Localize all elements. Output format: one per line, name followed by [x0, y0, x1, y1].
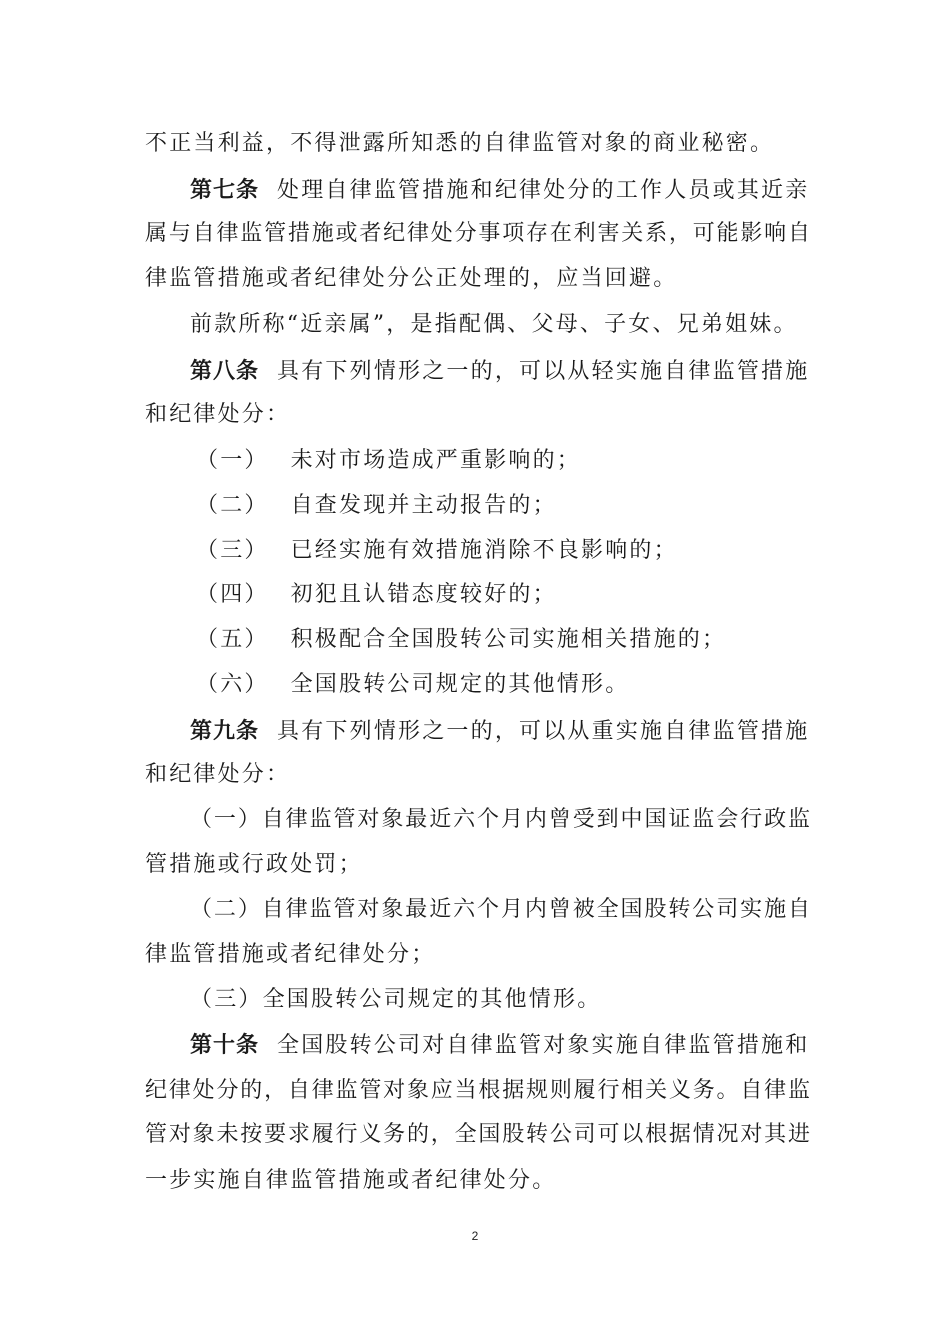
- article8-item-2: [196, 492, 861, 520]
- article9-line-2: [145, 761, 810, 789]
- text-line: 律监管措施或者纪律处分公正处理的，应当回避。: [145, 266, 678, 291]
- text-line: 全国股转公司对自律监管对象实施自律监管措施和: [277, 1033, 810, 1058]
- article6-tail-line: [145, 130, 810, 158]
- text-line: 管对象未按要求履行义务的，全国股转公司可以根据情况对其进: [145, 1122, 810, 1147]
- article8-item-3: [196, 537, 861, 565]
- item-text: 积极配合全国股转公司实施相关措施的；: [290, 627, 727, 652]
- article8-item-6: [196, 671, 861, 699]
- article8-item-5: [196, 626, 861, 654]
- article7-line-2: [145, 220, 810, 248]
- article9-item-2-line-1: [190, 896, 810, 924]
- article10-line-3: [145, 1121, 810, 1149]
- text-line: 具有下列情形之一的，可以从重实施自律监管措施: [277, 719, 810, 744]
- article9-line-1: [190, 717, 810, 746]
- article10-line-1: [190, 1031, 810, 1060]
- text-line: 管措施或行政处罚；: [145, 852, 363, 877]
- item-number: （一）: [196, 448, 269, 473]
- item-number: （三）: [196, 538, 269, 563]
- article8-item-4: [196, 581, 861, 609]
- article7-paragraph-2: [190, 311, 810, 339]
- item-text: 全国股转公司规定的其他情形。: [290, 672, 630, 697]
- item-text: 初犯且认错态度较好的；: [290, 582, 557, 607]
- text-line: 和纪律处分：: [145, 402, 291, 427]
- item-number: （六）: [196, 672, 269, 697]
- text-line: （一）自律监管对象最近六个月内曾受到中国证监会行政监: [190, 807, 810, 832]
- text-line: 一步实施自律监管措施或者纪律处分。: [145, 1168, 557, 1193]
- text-line: 处理自律监管措施和纪律处分的工作人员或其近亲: [277, 178, 810, 203]
- article10-line-2: [145, 1077, 810, 1105]
- item-number: （二）: [196, 493, 269, 518]
- article10-heading: 第十条: [190, 1032, 260, 1058]
- item-text: 已经实施有效措施消除不良影响的；: [290, 538, 678, 563]
- article7-heading: 第七条: [190, 177, 260, 203]
- article7-line-3: [145, 265, 810, 293]
- article9-item-1-line-1: [190, 806, 810, 834]
- item-number: （五）: [196, 627, 269, 652]
- item-text: 自查发现并主动报告的；: [290, 493, 557, 518]
- article8-line-2: [145, 401, 810, 429]
- article10-line-4: [145, 1167, 810, 1195]
- article9-item-3: [190, 986, 810, 1014]
- text-line: 不正当利益，不得泄露所知悉的自律监管对象的商业秘密。: [145, 131, 775, 156]
- text-line: 前款所称“近亲属”，是指配偶、父母、子女、兄弟姐妹。: [190, 312, 798, 337]
- article8-item-1: [196, 447, 861, 475]
- article7-line-1: [190, 176, 810, 205]
- article9-item-2-line-2: [145, 941, 810, 969]
- text-line: 纪律处分的，自律监管对象应当根据规则履行相关义务。自律监: [145, 1078, 810, 1103]
- text-line: 具有下列情形之一的，可以从轻实施自律监管措施: [277, 359, 810, 384]
- item-text: 未对市场造成严重影响的；: [290, 448, 582, 473]
- page-number: 2: [471, 1229, 479, 1243]
- text-line: （三）全国股转公司规定的其他情形。: [190, 987, 602, 1012]
- text-line: 律监管措施或者纪律处分；: [145, 942, 436, 967]
- article8-heading: 第八条: [190, 358, 260, 384]
- text-line: （二）自律监管对象最近六个月内曾被全国股转公司实施自: [190, 897, 810, 922]
- article8-line-1: [190, 357, 810, 386]
- text-line: 和纪律处分：: [145, 762, 291, 787]
- article9-item-1-line-2: [145, 851, 810, 879]
- text-line: 属与自律监管措施或者纪律处分事项存在利害关系，可能影响自: [145, 221, 810, 246]
- item-number: （四）: [196, 582, 269, 607]
- article9-heading: 第九条: [190, 718, 260, 744]
